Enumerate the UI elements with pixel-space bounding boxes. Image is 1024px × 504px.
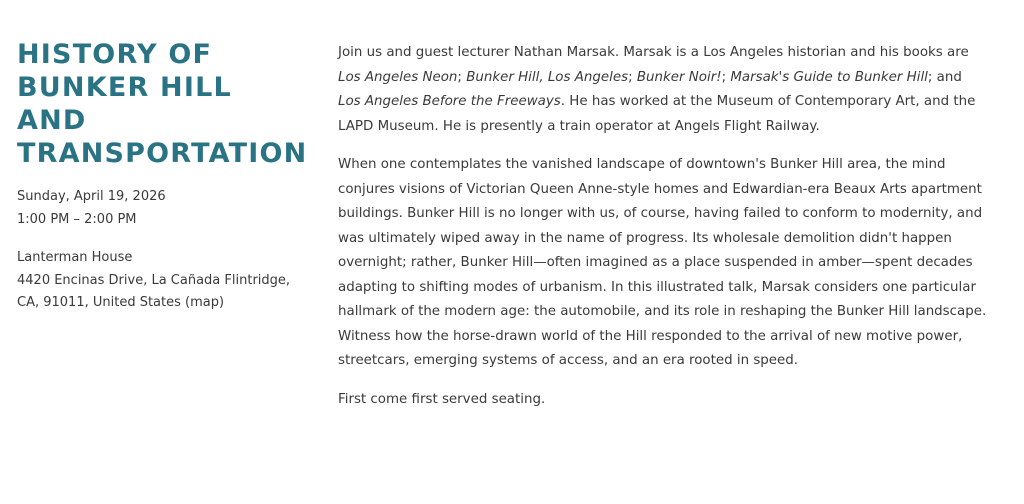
description-paragraph-1 <box>338 41 988 139</box>
separator: ; <box>628 69 637 85</box>
address-line-2 <box>17 292 317 315</box>
separator: ; and <box>927 69 962 85</box>
book-title: Marsak's Guide to Bunker Hill <box>730 69 928 85</box>
event-date: Sunday, April 19, 2026 <box>17 189 166 204</box>
event-title-line: TRANSPORTATION <box>17 138 308 169</box>
event-time: 1:00 PM – 2:00 PM <box>17 211 137 227</box>
book-title: Los Angeles Before the Freeways <box>338 94 561 109</box>
map-link[interactable]: (map) <box>185 295 225 310</box>
book-title: Los Angeles Neon <box>338 69 458 85</box>
address-city-state: CA, 91011, United States <box>17 295 186 310</box>
event-location <box>17 247 317 315</box>
event-title-line: HISTORY OF <box>17 39 213 70</box>
address-line-1: 4420 Encinas Drive, La Cañada Flintridge, <box>17 272 291 288</box>
separator: ; <box>457 69 467 85</box>
outro-text: . He has worked at the Museum of Contemporary Art, and the LAPD Museum. He is presently a train operator at Angels Flight Railway. <box>338 94 976 134</box>
separator: ; <box>721 69 731 85</box>
venue-name: Lanterman House <box>17 250 133 265</box>
intro-text: Join us and guest lecturer Nathan Marsak. Marsak is a Los Angeles historian and his books are <box>338 45 969 60</box>
description-paragraph-2: When one contemplates the vanished landscape of downtown's Bunker Hill area, the mind conjures visions of Victorian Queen Anne-style homes and Edwardian-era Beaux Arts apartment buildings. Bunker Hill is no longer with us, of course, having failed to conform to modernity, and was ultimately wiped away in the name of progress. Its wholesale demolition didn't happen overnight; rather, Bunker Hill—often imagined as a place suspended in amber—spent decades adapting to shifting modes of urbanism. In this illustrated talk, Marsak considers one particular hallmark of the modern age: the automobile, and its role in reshaping the Bunker Hill landscape. Witness how the horse-drawn world of the Hill responded to the arrival of new motive power, streetcars, emerging systems of access, and an era rooted in speed. <box>338 157 987 368</box>
book-title: Bunker Hill, Los Angeles <box>466 69 629 85</box>
event-title-line: AND <box>17 105 87 136</box>
event-sidebar <box>17 38 317 315</box>
description-paragraph-3: First come first served seating. <box>338 391 546 407</box>
event-description <box>338 41 988 426</box>
event-title <box>17 38 317 170</box>
event-title-line: BUNKER HILL <box>17 72 232 103</box>
event-datetime <box>17 186 317 231</box>
book-title: Bunker Noir! <box>636 69 722 85</box>
